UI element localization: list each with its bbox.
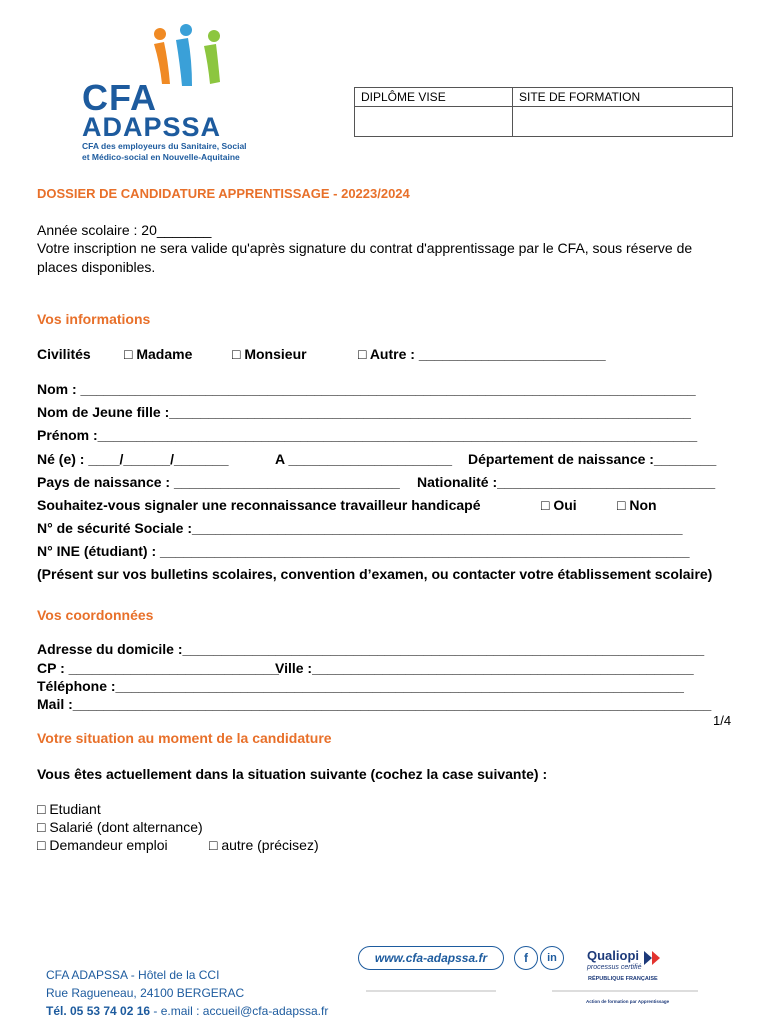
footer-tel: Tél. 05 53 74 02 16: [46, 1004, 151, 1018]
page-number: 1/4: [713, 713, 732, 728]
logo-subtitle: [82, 141, 252, 163]
logo-cfa-text: CFA: [82, 77, 157, 118]
field-nom[interactable]: Nom : _______________________________________________________________________________: [37, 381, 696, 397]
checkbox-demandeur-emploi[interactable]: □ Demandeur emploi: [37, 837, 168, 853]
field-nom-jeune-fille[interactable]: Nom de Jeune fille :___________________________________________________________________: [37, 404, 691, 420]
diplome-vise-header: DIPLÔME VISE: [355, 88, 513, 107]
checkbox-rqth-non[interactable]: □ Non: [617, 497, 657, 513]
section-vos-coordonnees: Vos coordonnées: [37, 607, 154, 623]
rqth-question: Souhaitez-vous signaler une reconnaissance travailleur handicapé: [37, 497, 481, 513]
notice-line1: Votre inscription ne sera valide qu'après signature du contrat d'apprentissage par le CFA, sous réserve de: [37, 240, 693, 256]
field-securite-sociale[interactable]: N° de sécurité Sociale :_______________________________________________________________: [37, 520, 683, 536]
footer-address-line1: CFA ADAPSSA - Hôtel de la CCI: [46, 968, 220, 982]
civilites-label: Civilités: [37, 346, 91, 362]
field-prenom[interactable]: Prénom :_____________________________________________________________________________: [37, 427, 698, 443]
footer-address-line2: Rue Ragueneau, 24100 BERGERAC: [46, 986, 245, 1000]
qualiopi-subtitle: processus certifié: [587, 964, 642, 971]
qualiopi-logo: Qualiopi: [587, 948, 639, 963]
document-title: DOSSIER DE CANDIDATURE APPRENTISSAGE - 20223/2024: [37, 186, 410, 201]
checkbox-etudiant[interactable]: □ Etudiant: [37, 801, 101, 817]
footer-fineprint-right-line: [552, 990, 698, 992]
field-pays-naissance[interactable]: Pays de naissance : _____________________________: [37, 474, 400, 490]
checkbox-rqth-oui[interactable]: □ Oui: [541, 497, 577, 513]
action-formation: Action de formation par Apprentissage: [586, 999, 670, 1004]
situation-question: Vous êtes actuellement dans la situation suivante (cochez la case suivante) :: [37, 766, 548, 782]
field-departement-naissance[interactable]: Département de naissance :________: [468, 451, 717, 467]
notice-line2: places disponibles.: [37, 259, 156, 275]
field-adresse[interactable]: Adresse du domicile :___________________________________________________________________: [37, 641, 705, 657]
checkbox-monsieur[interactable]: □ Monsieur: [232, 346, 307, 362]
footer-email: - e.mail : accueil@cfa-adapssa.fr: [150, 1004, 329, 1018]
logo-subtitle-line2: et Médico-social en Nouvelle-Aquitaine: [82, 152, 240, 162]
footer-address: [46, 966, 328, 1020]
diplome-vise-cell[interactable]: [355, 107, 513, 137]
facebook-icon[interactable]: f: [514, 946, 538, 970]
checkbox-madame[interactable]: □ Madame: [124, 346, 193, 362]
checkbox-autre[interactable]: □ Autre : ________________________: [358, 346, 606, 362]
qualiopi-arrows-icon: [644, 951, 662, 965]
checkbox-autre-situation[interactable]: □ autre (précisez): [209, 837, 319, 853]
linkedin-icon[interactable]: in: [540, 946, 564, 970]
section-situation: Votre situation au moment de la candidature: [37, 730, 332, 746]
field-ville[interactable]: Ville :_________________________________________________: [275, 660, 694, 676]
footer-fineprint-left-line: [366, 990, 496, 992]
field-nationalite[interactable]: Nationalité :____________________________: [417, 474, 716, 490]
site-formation-header: SITE DE FORMATION: [513, 88, 733, 107]
field-ine[interactable]: N° INE (étudiant) : ____________________________________________________________________: [37, 543, 690, 559]
ine-note: (Présent sur vos bulletins scolaires, convention d’examen, ou contacter votre établissement scolaire): [37, 566, 713, 582]
diploma-site-table: [354, 87, 733, 137]
field-lieu-naissance[interactable]: A _____________________: [275, 451, 452, 467]
checkbox-salarie[interactable]: □ Salarié (dont alternance): [37, 819, 203, 835]
republique-francaise: RÉPUBLIQUE FRANÇAISE: [588, 976, 658, 982]
annee-scolaire[interactable]: Année scolaire : 20_______: [37, 222, 212, 238]
logo-adapssa-text: ADAPSSA: [82, 112, 222, 142]
field-cp[interactable]: CP : ___________________________: [37, 660, 279, 676]
website-link[interactable]: www.cfa-adapssa.fr: [358, 946, 504, 970]
section-vos-informations: Vos informations: [37, 311, 151, 327]
logo-subtitle-line1: CFA des employeurs du Sanitaire, Social: [82, 141, 247, 151]
footer-contact: [46, 1002, 328, 1020]
site-formation-cell[interactable]: [513, 107, 733, 137]
field-telephone[interactable]: Téléphone :_________________________________________________________________________: [37, 678, 684, 694]
field-date-naissance[interactable]: Né (e) : ____/______/_______: [37, 451, 229, 467]
field-mail[interactable]: Mail :__________________________________________________________________________________: [37, 696, 712, 712]
